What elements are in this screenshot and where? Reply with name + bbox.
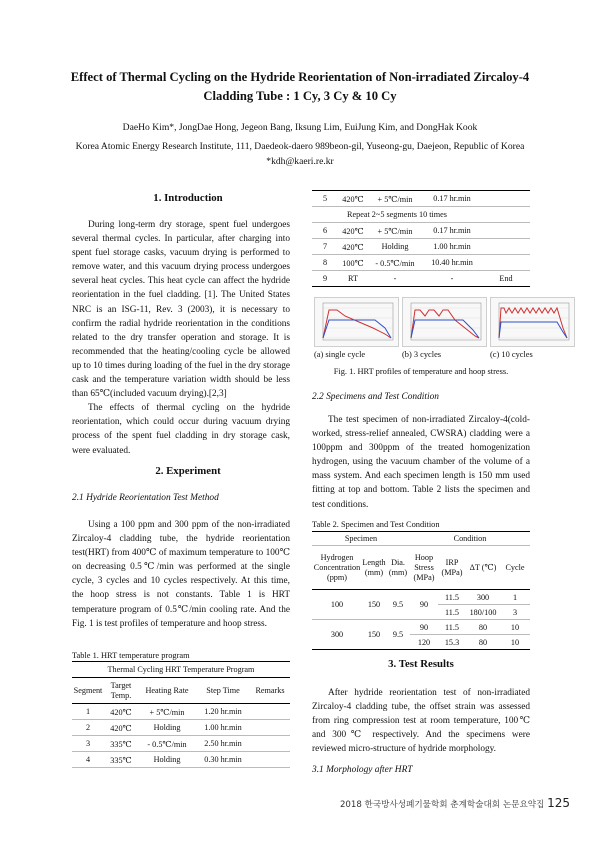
figure1-label-a: (a) single cycle — [314, 350, 366, 359]
table-cell: 80 — [478, 637, 488, 647]
table-cell: 80 — [466, 620, 500, 635]
table-cell: 5 — [322, 194, 328, 203]
table-cell: 420℃ — [342, 226, 364, 236]
table-cell: 9.5 — [386, 590, 410, 620]
figure1-panel-a-plot — [315, 298, 398, 346]
table2-header-cell: Dia. (mm) — [388, 557, 408, 577]
specimens-text — [312, 413, 530, 512]
table-cell: 10 — [510, 637, 520, 647]
table-row — [312, 590, 530, 605]
table-cell: Holding — [153, 755, 181, 764]
table2-header-cell: ΔT (℃) — [469, 562, 497, 572]
figure1-label-b: (b) 3 cycles — [402, 350, 442, 359]
table2-group-condition: Condition — [453, 534, 487, 543]
subsection-3-1-heading: 3.1 Morphology after HRT — [312, 765, 413, 775]
table-cell — [482, 223, 530, 239]
table-cell: 4 — [85, 755, 91, 764]
table-cell: 15.3 — [444, 637, 460, 647]
experiment-heading: 2. Experiment — [155, 465, 221, 477]
table-cell: 10.40 hr.min — [431, 258, 473, 267]
table-cell: 2.50 hr.min — [204, 739, 242, 748]
table2 — [312, 531, 530, 650]
paper-title — [50, 68, 550, 106]
figure1-caption: Fig. 1. HRT profiles of temperature and hoop stress. — [333, 367, 509, 376]
table-cell — [250, 752, 290, 768]
table-cell: 8 — [322, 258, 328, 267]
experiment-text — [72, 518, 290, 631]
table1-caption: Table 1. HRT temperature program — [72, 651, 190, 660]
specimens-paragraph-1: The test specimen of non-irradiated Zircaloy-4(cold-worked, stress-relief annealed, CWSRA) cladding were a 100ppm and 300ppm of the treated homogenization hydrogen, using the vacuum chamber of the volume of a mass system. And each specimen length is 150 mm used fitting at top and bottom. Table 2 lists the specimen and test conditions. — [312, 415, 530, 510]
table2-header-cell: IRP (MPa) — [441, 557, 463, 577]
table-cell: 420℃ — [110, 723, 132, 733]
table-cell: + 5℃/min — [149, 707, 185, 717]
table-cell: - 0.5℃/min — [147, 739, 187, 749]
intro-heading: 1. Introduction — [153, 192, 223, 204]
table-cell: - 0.5℃/min — [375, 258, 415, 268]
table1-header-cell: Target Temp. — [110, 680, 132, 700]
table-cell — [250, 736, 290, 752]
figure1-panel-b-plot — [403, 298, 486, 346]
intro-paragraph-2: The effects of thermal cycling on the hydride reorientation, which could occur during vacuum drying process of the spent fuel cladding in dry storage cask, were evaluated. — [72, 403, 290, 456]
table-cell: 335℃ — [110, 755, 132, 765]
table-cell: 300 — [466, 590, 500, 605]
table-cell: 420℃ — [110, 707, 132, 717]
table-cell: 7 — [322, 242, 328, 251]
experiment-paragraph-1: Using a 100 ppm and 300 ppm of the non-irradiated Zircaloy-4 cladding tube, the hydride reorientation test(HRT) from 400℃ of maximum temperature to 100℃ on decreasing 0.5℃/min was performed at the single cycle, 3 cycles and 10 cycles respectively. At this time, the hoop stress is not constants. Table 1 is HRT temperature program of 0.5℃/min cooling rate. And the Fig. 1 is test profiles of temperature and hoop stress. — [72, 520, 290, 629]
table-cell: 1.20 hr.min — [204, 707, 242, 716]
footer-text: 2018 한국방사성폐기물학회 춘계학술대회 논문요약집 — [339, 800, 545, 810]
figure1-panel-a-image — [314, 297, 399, 347]
table-cell: + 5℃/min — [377, 194, 413, 204]
table-cell — [482, 191, 530, 207]
table-cell: 100 — [312, 590, 362, 620]
table-cell: 6 — [322, 226, 328, 235]
table-cell: 0.17 hr.min — [433, 194, 471, 203]
table2-caption: Table 2. Specimen and Test Condition — [312, 520, 440, 529]
figure1-panel-b-image — [402, 297, 487, 347]
table-row — [312, 207, 530, 223]
table-row — [312, 255, 530, 271]
email: *kdh@kaeri.re.kr — [266, 156, 334, 167]
table2-header-cell: Length (mm) — [362, 557, 386, 577]
table-cell: 90 — [410, 590, 438, 620]
table-cell: 100℃ — [342, 258, 364, 268]
table-row — [72, 704, 290, 720]
figure1-panel-c-image — [490, 297, 575, 347]
table-cell: 1.00 hr.min — [204, 723, 242, 732]
results-text — [312, 686, 530, 756]
table-cell: 300 — [330, 630, 344, 639]
table-row — [72, 752, 290, 768]
table-cell — [250, 704, 290, 720]
table-cell — [250, 720, 290, 736]
table2-header-cell: Hydrogen Concentration (ppm) — [313, 552, 361, 582]
table-cell: 1 — [500, 590, 530, 605]
results-heading: 3. Test Results — [388, 658, 454, 670]
table1-header-cell: Segment — [73, 686, 103, 695]
table-cell: End — [499, 274, 513, 283]
table-cell: Holding — [381, 242, 409, 251]
table-cell: 2 — [85, 723, 91, 732]
affiliation-block — [30, 139, 570, 169]
table-cell: 420℃ — [342, 194, 364, 204]
table-cell: 11.5 — [444, 607, 460, 617]
table-cell: 10 — [500, 620, 530, 635]
table-row — [312, 239, 530, 255]
intro-text — [72, 218, 290, 458]
table-row — [312, 271, 530, 287]
table-cell: 1.00 hr.min — [433, 242, 471, 251]
page-number: 125 — [547, 796, 570, 810]
table-row — [72, 720, 290, 736]
figure1-panel-c-plot — [491, 298, 574, 346]
table-row — [312, 620, 530, 635]
table1-header-cell: Remarks — [255, 686, 285, 695]
table1-header-cell: Step Time — [206, 686, 240, 695]
table1-title: Thermal Cycling HRT Temperature Program — [107, 665, 255, 674]
table-cell: 0.17 hr.min — [433, 226, 471, 235]
table2-header-cell: Cycle — [505, 562, 525, 572]
table-cell: 420℃ — [342, 242, 364, 252]
table-cell: 335℃ — [110, 739, 132, 749]
table-cell: - — [393, 274, 397, 283]
table-cell: 150 — [367, 630, 381, 639]
table-cell — [482, 255, 530, 271]
subsection-2-2-heading: 2.2 Specimens and Test Condition — [312, 392, 439, 402]
figure1-label-c: (c) 10 cycles — [490, 350, 533, 359]
table-cell: 120 — [417, 637, 431, 647]
table-cell: 9 — [322, 274, 328, 283]
table-cell: 90 — [410, 620, 438, 635]
table-cell: + 5℃/min — [377, 226, 413, 236]
affiliation: Korea Atomic Energy Research Institute, 111, Daedeok-daero 989beon-gil, Yuseong-gu, Daejeon, Republic of Korea — [75, 141, 525, 152]
table1-part2 — [312, 190, 530, 287]
author-list: DaeHo Kim*, JongDae Hong, Jegeon Bang, Iksung Lim, EuiJung Kim, and DongHak Kook — [122, 122, 478, 133]
subsection-2-1-heading: 2.1 Hydride Reorientation Test Method — [72, 493, 219, 503]
table-row — [312, 223, 530, 239]
table-cell: 11.5 — [438, 620, 466, 635]
table-cell: 3 — [512, 607, 518, 617]
table-cell: RT — [348, 274, 358, 283]
table-cell — [482, 239, 530, 255]
page-footer — [340, 796, 570, 810]
table1-part1 — [72, 661, 290, 768]
table-cell: 1 — [85, 707, 91, 716]
table-cell: 150 — [362, 590, 386, 620]
table-cell: 9.5 — [392, 630, 404, 639]
table-cell: 180/100 — [469, 607, 497, 617]
table-cell: - — [450, 274, 454, 283]
title-line-2: Cladding Tube : 1 Cy, 3 Cy & 10 Cy — [203, 89, 397, 103]
table1-header-cell: Heating Rate — [145, 686, 189, 695]
table-cell: 11.5 — [438, 590, 466, 605]
table-row — [72, 736, 290, 752]
table2-group-specimen: Specimen — [344, 534, 378, 543]
table-cell: Holding — [153, 723, 181, 732]
results-paragraph-1: After hydride reorientation test of non-irradiated Zircaloy-4 cladding tube, the offset strain was assessed from ring compression test at room temperature, 100℃ and 300℃ respectively. And the specimens were reviewed micro-structure of hydride morphology. — [312, 688, 530, 755]
table-cell: 0.30 hr.min — [204, 755, 242, 764]
table-cell: 3 — [85, 739, 91, 748]
table-row — [312, 191, 530, 207]
table2-header-cell: Hoop Stress (MPa) — [413, 552, 435, 582]
repeat-note: Repeat 2~5 segments 10 times — [347, 210, 447, 219]
intro-paragraph-1: During long-term dry storage, spent fuel undergoes several thermal cycles. In particular, after charging into spent fuel storage casks, vacuum drying is performed to remove water, and this vacuum drying process undergoes several heat cycles. This heat cycle can affect the hydride reorientation in the fuel cladding. [1]. The United States NRC is an ISG-11, Rev. 3 (2003), it is necessary to confirm the radial hydride reorientation in the conditions related to the dry transfer operation and storage. It is recommended that the heating/cooling cycle be allowed up to 10 times during loading of the fuel in the dry storage cask and the temperature variation width should be less than 65℃(included vacuum drying).[2,3] — [72, 220, 290, 400]
title-line-1: Effect of Thermal Cycling on the Hydride Reorientation of Non-irradiated Zircaloy-4 — [70, 70, 530, 84]
